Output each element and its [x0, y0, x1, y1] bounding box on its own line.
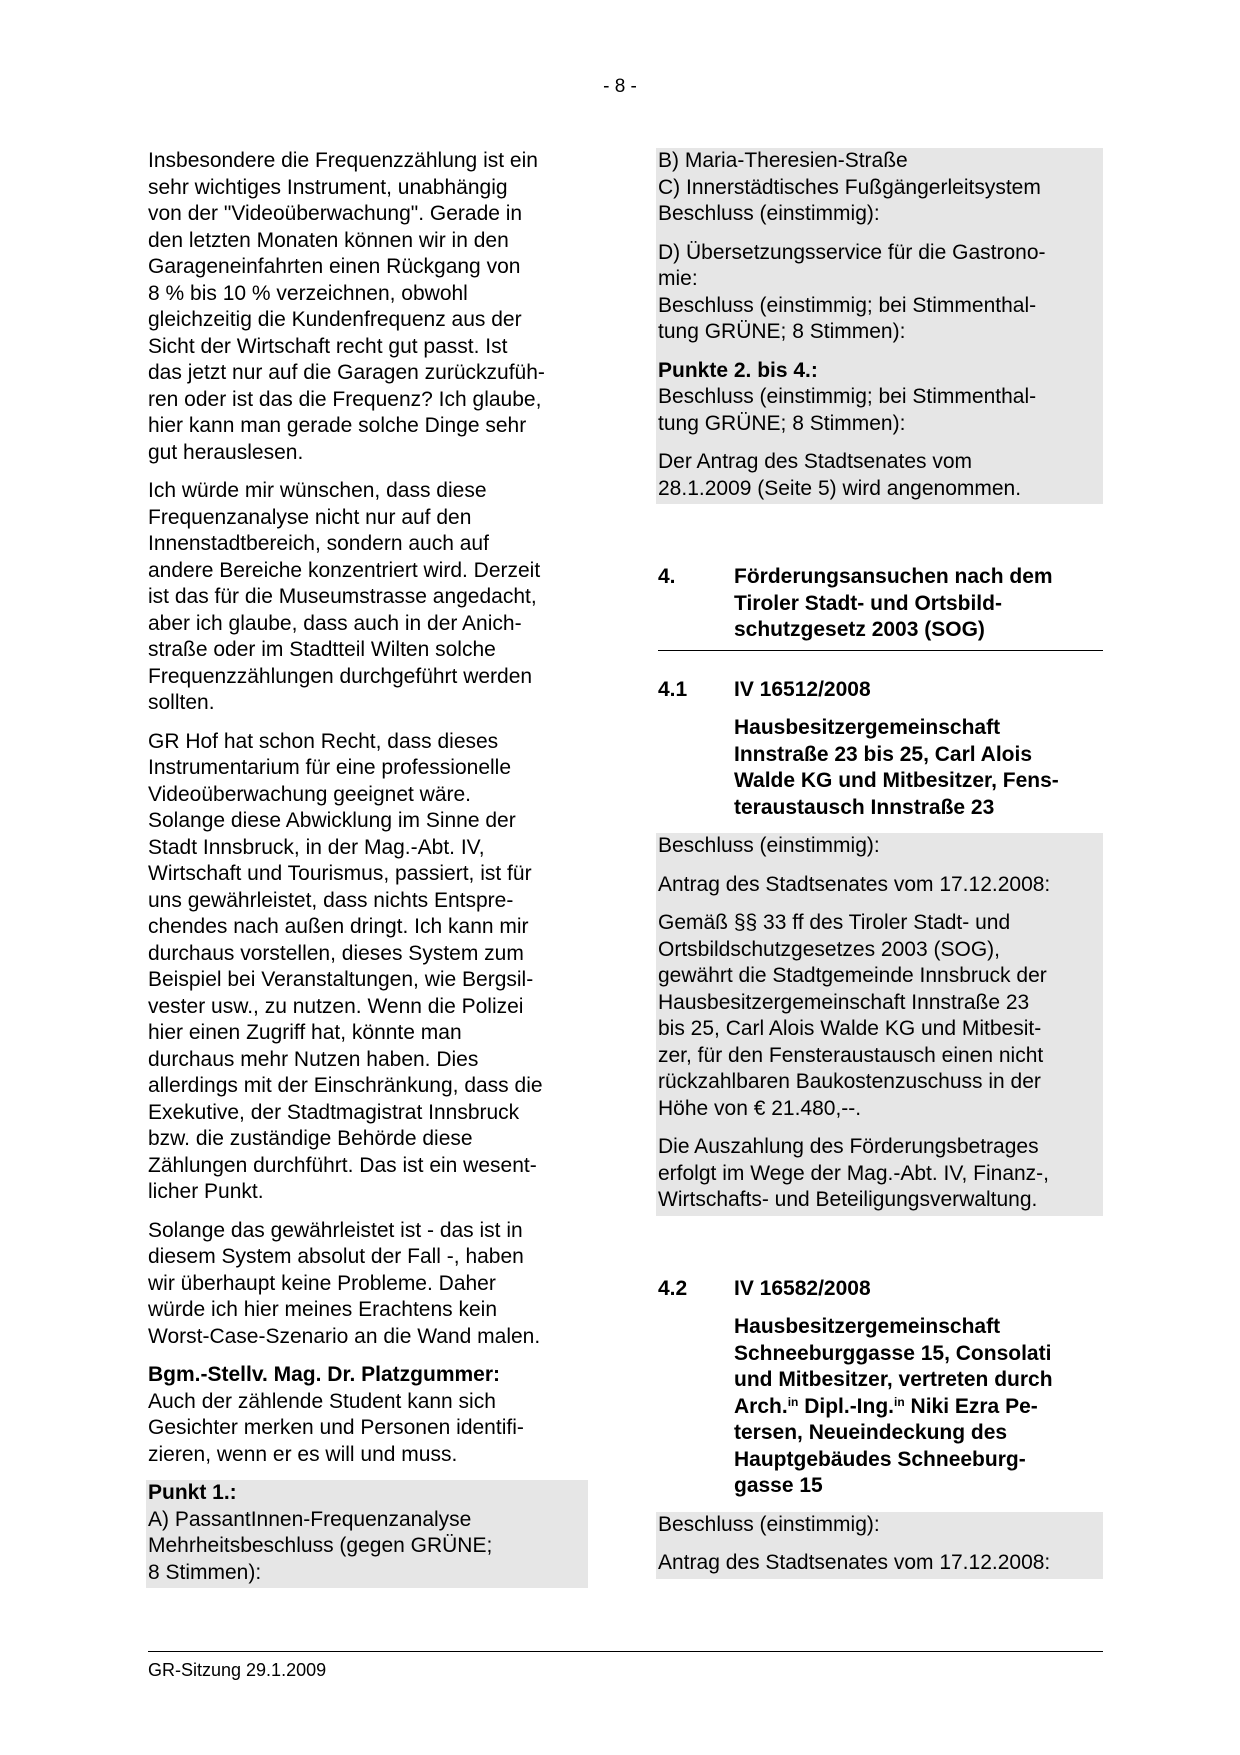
title-line: Arch.$^{in}$ Dipl.-Ing.$^{in}$ Niki Ezra Pe-: [734, 1394, 1038, 1418]
section-ref: IV 16582/2008: [734, 1276, 871, 1300]
text-line: B) Maria-Theresien-Straße: [658, 149, 908, 172]
section-ref: IV 16512/2008: [734, 677, 871, 701]
text-line: ist das für die Museumstrasse angedacht,: [148, 585, 537, 608]
text-line: den letzten Monaten können wir in den: [148, 228, 509, 252]
text-line: Innenstadtbereich, sondern auch auf: [148, 532, 489, 555]
text-line: teraustausch Innstraße 23: [734, 795, 995, 819]
punkte-heading: Punkte 2. bis 4.:: [658, 358, 818, 382]
text-line: gut herauslesen.: [148, 440, 304, 464]
text-line: würde ich hier meines Erachtens kein: [148, 1298, 498, 1321]
text-line: tung GRÜNE; 8 Stimmen):: [658, 320, 906, 343]
text-line: A) PassantInnen-Frequenzanalyse: [148, 1507, 472, 1531]
text-line: ren oder ist das die Frequenz? Ich glaube,: [148, 387, 542, 411]
text-line: Instrumentarium für eine professionelle: [148, 756, 512, 779]
text-line: Förderungsansuchen nach dem: [734, 565, 1053, 588]
decision-block: [658, 449, 1099, 504]
text-line: gleichzeitig die Kundenfrequenz aus der: [148, 308, 522, 331]
text-line: Hausbesitzergemeinschaft Innstraße 23: [658, 990, 1030, 1014]
text-line: mie:: [658, 267, 698, 290]
text-line: schutzgesetz 2003 (SOG): [734, 618, 985, 641]
text-line: durchaus mehr Nutzen haben. Dies: [148, 1047, 479, 1071]
text-line: Solange das gewährleistet ist - das ist in: [148, 1218, 523, 1242]
title-line: tersen, Neueindeckung des: [734, 1421, 1008, 1444]
text-line: Insbesondere die Frequenzzählung ist ein: [148, 149, 538, 172]
text-line: Ich würde mir wünschen, dass diese: [148, 479, 487, 502]
decision-text: [658, 1134, 1099, 1216]
text-line: Beschluss (einstimmig; bei Stimmenthal-: [658, 293, 1037, 317]
text-line: Garageneinfahrten einen Rückgang von: [148, 255, 521, 278]
text-line: Auch der zählende Student kann sich: [148, 1389, 496, 1413]
text-line: das jetzt nur auf die Garagen zurückzufüh-: [148, 361, 545, 384]
text-line: andere Bereiche konzentriert wird. Derzeit: [148, 558, 541, 582]
decision-block: [148, 1480, 584, 1588]
footer-rule: [148, 1651, 1103, 1652]
text-line: Wirtschaft und Tourismus, passiert, ist für: [148, 862, 532, 885]
section-4-1-title: [658, 715, 1103, 821]
decision-block: [658, 148, 1099, 240]
decision-line: Beschluss (einstimmig):: [658, 1512, 880, 1536]
decision-box-4-1: [656, 833, 1103, 1216]
section-4-2-heading: [658, 1276, 1103, 1303]
text-line: GR Hof hat schon Recht, dass dieses: [148, 729, 499, 753]
text-line: straße oder im Stadtteil Wilten solche: [148, 638, 496, 661]
text-line: hier einen Zugriff hat, könnte man: [148, 1021, 462, 1044]
section-number: 4.1: [658, 677, 688, 701]
section-4-2-title: [658, 1314, 1103, 1500]
text-line: rückzahlbaren Baukostenzuschuss in der: [658, 1070, 1041, 1093]
text-line: bzw. die zuständige Behörde diese: [148, 1127, 473, 1150]
text-line: sehr wichtiges Instrument, unabhängig: [148, 175, 508, 199]
decision-box-punkt1: [146, 1480, 588, 1588]
text-line: durchaus vorstellen, dieses System zum: [148, 941, 524, 965]
title-line: Hauptgebäudes Schneeburg-: [734, 1447, 1026, 1471]
text-line: uns gewährleistet, dass nichts Entspre-: [148, 888, 514, 912]
text-line: Hausbesitzergemeinschaft: [734, 716, 1001, 739]
text-line: diesem System absolut der Fall -, haben: [148, 1245, 524, 1268]
text-line: hier kann man gerade solche Dinge sehr: [148, 414, 527, 437]
text-line: Gemäß §§ 33 ff des Tiroler Stadt- und: [658, 911, 1011, 934]
text-line: Worst-Case-Szenario an die Wand malen.: [148, 1324, 541, 1348]
section-number: 4.: [658, 565, 676, 588]
title-line: Hausbesitzergemeinschaft: [734, 1315, 1001, 1338]
left-column: [148, 148, 588, 1588]
text-line: Tiroler Stadt- und Ortsbild-: [734, 591, 1002, 615]
paragraph: [148, 1218, 588, 1351]
text-line: Gesichter merken und Personen identifi-: [148, 1416, 524, 1439]
text-line: Der Antrag des Stadtsenates vom: [658, 450, 973, 473]
text-line: Beschluss (einstimmig; bei Stimmenthal-: [658, 385, 1037, 408]
punkte-text: [658, 384, 1099, 437]
text-line: Mehrheitsbeschluss (gegen GRÜNE;: [148, 1534, 493, 1557]
text-line: Ortsbildschutzgesetzes 2003 (SOG),: [658, 937, 1000, 961]
paragraph: [148, 729, 588, 1206]
punkt1-text: [148, 1507, 584, 1587]
text-line: erfolgt im Wege der Mag.-Abt. IV, Finanz-,: [658, 1161, 1050, 1185]
punkt1-heading: Punkt 1.:: [148, 1481, 237, 1504]
text-line: von der "Videoüberwachung". Gerade in: [148, 202, 523, 225]
footer-text: GR-Sitzung 29.1.2009: [148, 1660, 327, 1680]
text-line: 28.1.2009 (Seite 5) wird angenommen.: [658, 476, 1022, 500]
text-line: Walde KG und Mitbesitzer, Fens-: [734, 769, 1059, 792]
text-line: wir überhaupt keine Probleme. Daher: [148, 1271, 496, 1295]
text-line: Sicht der Wirtschaft recht gut passt. Ist: [148, 334, 508, 358]
decision-line: Beschluss (einstimmig):: [658, 834, 880, 857]
antrag-line: Antrag des Stadtsenates vom 17.12.2008:: [658, 1551, 1051, 1574]
text-line: 8 Stimmen):: [148, 1560, 262, 1584]
text-line: Wirtschafts- und Beteiligungsverwaltung.: [658, 1188, 1038, 1211]
text-line: Beispiel bei Veranstaltungen, wie Bergsil-: [148, 968, 534, 991]
decision-box-4-2: [656, 1512, 1103, 1579]
text-line: vester usw., zu nutzen. Wenn die Polizei: [148, 994, 524, 1018]
text-line: Die Auszahlung des Förderungsbetrages: [658, 1135, 1039, 1158]
text-line: zieren, wenn er es will und muss.: [148, 1442, 458, 1466]
text-line: chendes nach außen dringt. Ich kann mir: [148, 915, 529, 938]
text-line: Innstraße 23 bis 25, Carl Alois: [734, 742, 1032, 766]
text-line: 8 % bis 10 % verzeichnen, obwohl: [148, 281, 468, 305]
page-number: - 8 -: [603, 76, 637, 97]
text-line: Exekutive, der Stadtmagistrat Innsbruck: [148, 1100, 520, 1124]
title-line: Schneeburggasse 15, Consolati: [734, 1341, 1052, 1365]
text-line: Stadt Innsbruck, in der Mag.-Abt. IV,: [148, 835, 485, 859]
paragraph: [148, 148, 588, 466]
section-title: [734, 564, 1103, 644]
text-line: C) Innerstädtisches Fußgängerleitsystem: [658, 175, 1041, 199]
decision-text: [658, 910, 1099, 1134]
decision-block: [658, 240, 1099, 358]
text-line: Beschluss (einstimmig):: [658, 202, 880, 225]
text-line: tung GRÜNE; 8 Stimmen):: [658, 411, 906, 435]
text-line: Zählungen durchführt. Das ist ein wesent-: [148, 1153, 537, 1177]
text-line: aber ich glaube, dass auch in der Anich-: [148, 611, 522, 635]
text-line: Videoüberwachung geeignet wäre.: [148, 782, 472, 806]
text-line: Frequenzanalyse nicht nur auf den: [148, 505, 472, 529]
section-number: 4.2: [658, 1276, 688, 1300]
decision-box-points: [656, 148, 1103, 504]
antrag-line: Antrag des Stadtsenates vom 17.12.2008:: [658, 872, 1051, 896]
speaker-text: [148, 1389, 588, 1469]
right-column: [658, 148, 1103, 1579]
decision-block: [658, 358, 1099, 450]
title-line: gasse 15: [734, 1474, 823, 1497]
section-4-heading: [658, 564, 1103, 644]
section-title: [734, 715, 1103, 821]
title-line: und Mitbesitzer, vertreten durch: [734, 1368, 1053, 1391]
text-line: sollten.: [148, 691, 215, 714]
paragraph: [148, 478, 588, 717]
speaker-name: Bgm.-Stellv. Mag. Dr. Platzgummer:: [148, 1363, 501, 1386]
section-4-1-heading: [658, 677, 1103, 704]
text-line: allerdings mit der Einschränkung, dass die: [148, 1074, 543, 1097]
section-title: [734, 1314, 1103, 1500]
text-line: gewährt die Stadtgemeinde Innsbruck der: [658, 964, 1047, 987]
text-line: Höhe von € 21.480,--.: [658, 1096, 862, 1120]
text-line: Frequenzzählungen durchgeführt werden: [148, 664, 533, 688]
text-line: Solange diese Abwicklung im Sinne der: [148, 809, 516, 832]
text-line: bis 25, Carl Alois Walde KG und Mitbesit-: [658, 1017, 1042, 1040]
text-line: zer, für den Fensteraustausch einen nicht: [658, 1043, 1044, 1067]
text-line: licher Punkt.: [148, 1180, 264, 1203]
speaker-paragraph: [148, 1362, 588, 1468]
text-line: D) Übersetzungsservice für die Gastrono-: [658, 240, 1046, 264]
